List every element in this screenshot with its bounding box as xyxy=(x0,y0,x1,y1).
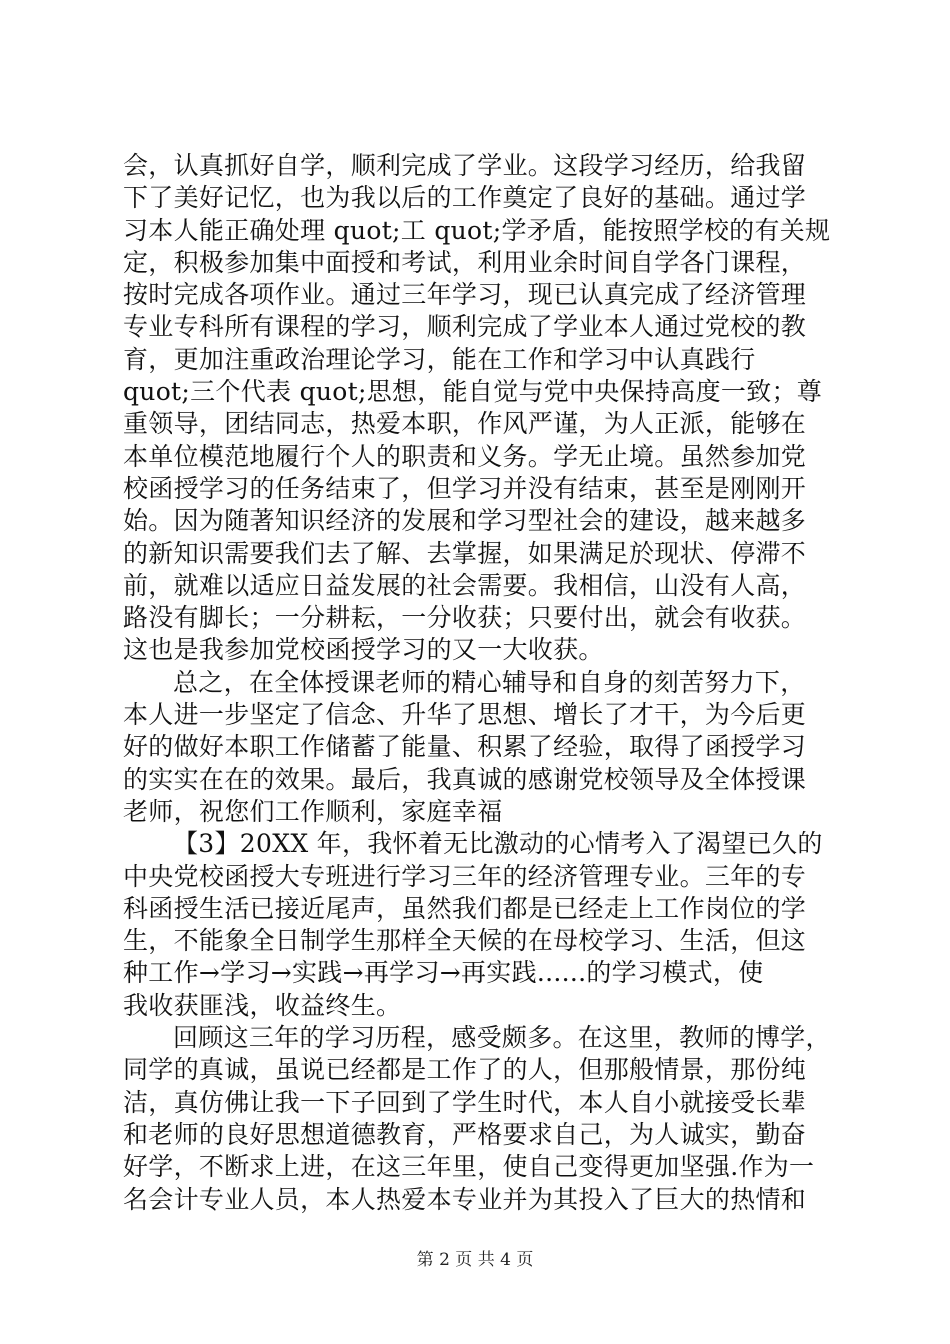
text-line: 育，更加注重政治理论学习，能在工作和学习中认真践行 xyxy=(123,344,756,374)
text-line: 这也是我参加党校函授学习的又一大收获。 xyxy=(123,635,604,665)
paragraph-start-line: 总之，在全体授课老师的精心辅导和自身的刻苦努力下， xyxy=(173,667,806,697)
text-line: quot;三个代表 quot;思想，能自觉与党中央保持高度一致；尊 xyxy=(123,377,823,407)
text-line: 本单位模范地履行个人的职责和义务。学无止境。虽然参加党 xyxy=(123,441,807,471)
text-line: 前，就难以适应日益发展的社会需要。我相信，山没有人高， xyxy=(123,570,807,600)
text-line: 好学，不断求上进，在这三年里，使自己变得更加坚强.作为一 xyxy=(123,1152,815,1182)
text-line: 本人进一步坚定了信念、升华了思想、增长了才干，为今后更 xyxy=(123,700,807,730)
text-line: 好的做好本职工作储蓄了能量、积累了经验，取得了函授学习 xyxy=(123,732,807,762)
text-line: 校函授学习的任务结束了，但学习并没有结束，甚至是刚刚开 xyxy=(123,473,807,503)
text-line: 定，积极参加集中面授和考试，利用业余时间自学各门课程， xyxy=(123,247,807,277)
text-line: 种工作→学习→实践→再学习→再实践......的学习模式，使 xyxy=(123,958,764,988)
text-line: 重领导，团结同志，热爱本职，作风严谨，为人正派，能够在 xyxy=(123,409,807,439)
paragraph-start-line: 【3】20XX 年，我怀着无比激动的心情考入了渴望已久的 xyxy=(173,829,823,859)
text-line: 习本人能正确处理 quot;工 quot;学矛盾，能按照学校的有关规 xyxy=(123,215,831,245)
paragraph-start-line: 回顾这三年的学习历程，感受颇多。在这里，教师的博学， xyxy=(173,1023,831,1053)
text-line: 专业专科所有课程的学习，顺利完成了学业本人通过党校的教 xyxy=(123,312,807,342)
text-line: 下了美好记忆，也为我以后的工作奠定了良好的基础。通过学 xyxy=(123,183,807,213)
text-line: 的新知识需要我们去了解、去掌握，如果满足於现状、停滞不 xyxy=(123,538,807,568)
text-line: 的实实在在的效果。最后，我真诚的感谢党校领导及全体授课 xyxy=(123,764,807,794)
text-line: 我收获匪浅，收益终生。 xyxy=(123,990,402,1020)
text-line: 路没有脚长；一分耕耘，一分收获；只要付出，就会有收获。 xyxy=(123,603,807,633)
text-line: 生，不能象全日制学生那样全天候的在母校学习、生活，但这 xyxy=(123,926,807,956)
text-line: 同学的真诚，虽说已经都是工作了的人，但那般情景，那份纯 xyxy=(123,1055,807,1085)
text-line: 老师，祝您们工作顺利，家庭幸福 xyxy=(123,796,503,826)
text-line: 按时完成各项作业。通过三年学习，现已认真完成了经济管理 xyxy=(123,280,807,310)
text-line: 始。因为随著知识经济的发展和学习型社会的建设，越来越多 xyxy=(123,506,807,536)
text-line: 会，认真抓好自学，顺利完成了学业。这段学习经历，给我留 xyxy=(123,151,807,180)
body-text xyxy=(123,150,835,1216)
text-line: 和老师的良好思想道德教育，严格要求自己，为人诚实，勤奋 xyxy=(123,1119,807,1149)
text-line: 洁，真仿佛让我一下子回到了学生时代，本人自小就接受长辈 xyxy=(123,1087,807,1117)
text-line: 中央党校函授大专班进行学习三年的经济管理专业。三年的专 xyxy=(123,861,807,891)
text-line: 科函授生活已接近尾声，虽然我们都是已经走上工作岗位的学 xyxy=(123,893,807,923)
page-number-footer: 第 2 页 共 4 页 xyxy=(416,1250,534,1270)
text-line: 名会计专业人员，本人热爱本专业并为其投入了巨大的热情和 xyxy=(123,1184,807,1214)
